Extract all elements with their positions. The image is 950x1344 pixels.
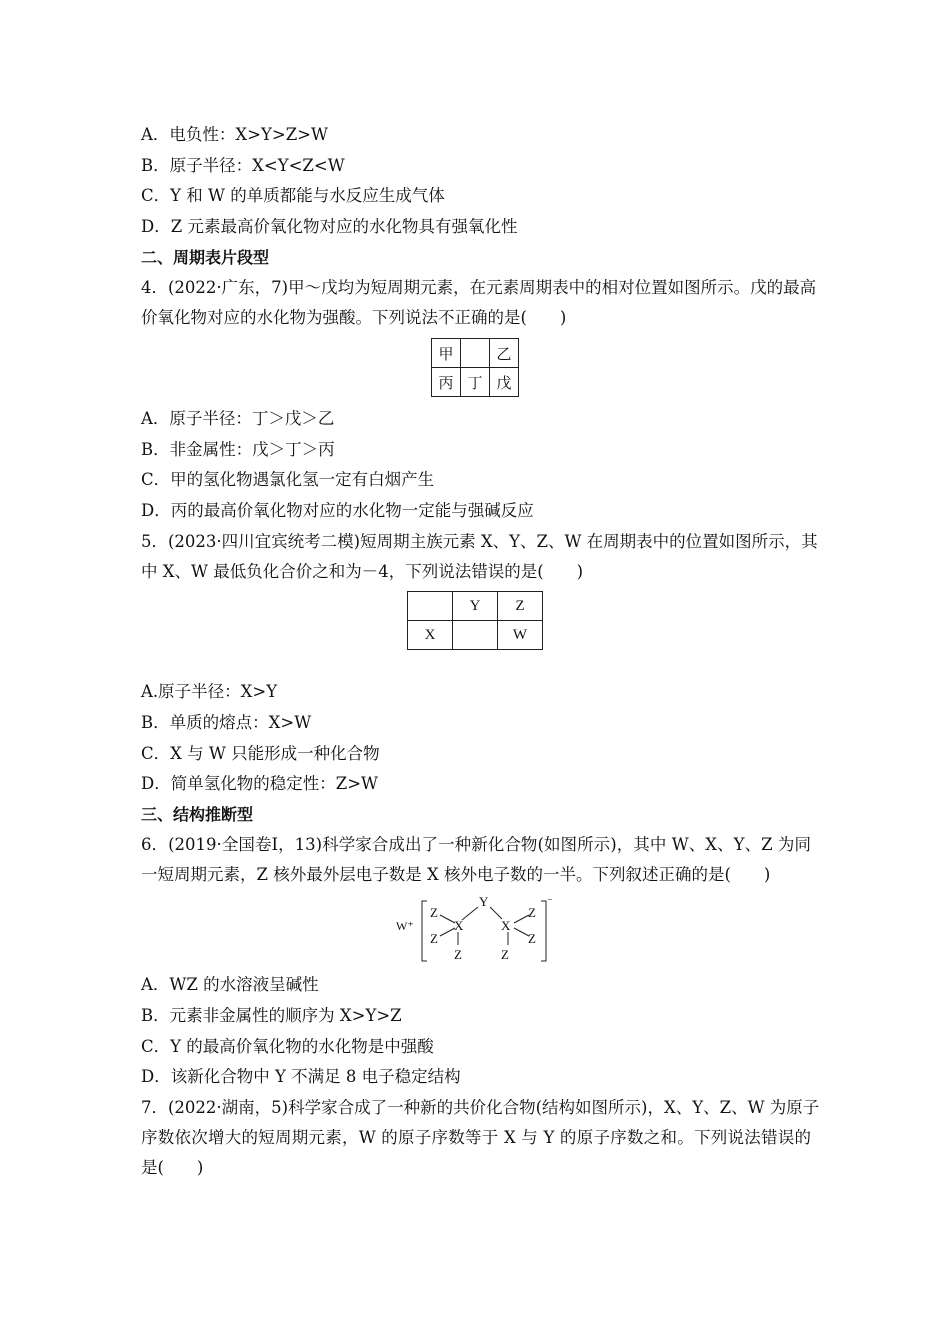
q5-option-a: A.原子半径：X>Y (141, 682, 278, 701)
q3-option-c: C．Y 和 W 的单质都能与水反应生成气体 (141, 186, 445, 205)
q5-stem-line1: 5．(2023·四川宜宾统考二模)短周期主族元素 X、Y、Z、W 在周期表中的位置如图所示，其 (141, 532, 818, 551)
q6-option-c: C．Y 的最高价氧化物的水化物是中强酸 (141, 1037, 434, 1056)
q6-option-a: A．WZ 的水溶液呈碱性 (141, 975, 319, 994)
q7-stem-line2: 序数依次增大的短周期元素，W 的原子序数等于 X 与 Y 的原子序数之和。下列说法错误的 (141, 1128, 811, 1147)
bond-line (514, 915, 529, 923)
atom-z: Z (528, 931, 536, 946)
q4-option-b: B．非金属性：戊＞丁＞丙 (141, 440, 335, 459)
q4-option-d: D．丙的最高价氧化物对应的水化物一定能与强碱反应 (141, 501, 534, 520)
q3-option-d: D．Z 元素最高价氧化物对应的水化物具有强氧化性 (141, 217, 518, 236)
q4-cell: 戊 (490, 368, 519, 397)
q6-option-b: B．元素非金属性的顺序为 X>Y>Z (141, 1006, 402, 1025)
q4-cell: 乙 (490, 339, 519, 368)
q4-option-a: A．原子半径：丁＞戊＞乙 (141, 409, 335, 428)
right-bracket (541, 901, 546, 961)
q4-cell (461, 339, 490, 368)
bond-line (440, 915, 455, 923)
q5-option-d: D．简单氢化物的稳定性：Z>W (141, 774, 378, 793)
q5-stem-line2: 中 X、W 最低负化合价之和为－4，下列说法错误的是( ) (141, 562, 584, 581)
q3-option-a: A．电负性：X>Y>Z>W (141, 125, 328, 144)
q5-cell (408, 592, 453, 621)
bond-line (440, 928, 455, 936)
q5-cell: X (408, 621, 453, 650)
atom-y: Y (479, 894, 489, 909)
q6-structure-diagram (390, 893, 560, 967)
atom-x: X (501, 918, 511, 933)
q5-option-b: B．单质的熔点：X>W (141, 713, 312, 732)
bond-line (514, 928, 529, 936)
q5-option-c: C．X 与 W 只能形成一种化合物 (141, 744, 380, 763)
atom-x: X (454, 918, 464, 933)
q5-cell: Z (498, 592, 543, 621)
q5-cell: Y (453, 592, 498, 621)
q6-option-d: D．该新化合物中 Y 不满足 8 电子稳定结构 (141, 1067, 461, 1086)
q7-stem-line1: 7．(2022·湖南，5)科学家合成了一种新的共价化合物(结构如图所示)，X、Y、Z、W 为原子 (141, 1098, 820, 1117)
q4-stem-line2: 价氧化物对应的水化物为强酸。下列说法不正确的是( ) (141, 308, 567, 327)
q4-cell: 甲 (432, 339, 461, 368)
q4-cell: 丁 (461, 368, 490, 397)
section-title-periodic-table: 二、周期表片段型 (141, 248, 270, 267)
atom-z: Z (454, 947, 462, 962)
q5-periodic-table (407, 591, 543, 650)
anion-charge: ⁻ (547, 896, 553, 908)
atom-z: Z (501, 947, 509, 962)
q6-stem-line1: 6．(2019·全国卷Ⅰ，13)科学家合成出了一种新化合物(如图所示)，其中 W、X、Y、Z 为同 (141, 835, 811, 854)
atom-z: Z (430, 931, 438, 946)
q5-cell: W (498, 621, 543, 650)
q5-cell (453, 621, 498, 650)
q4-periodic-table (431, 338, 519, 397)
left-bracket (422, 901, 427, 961)
q4-option-c: C．甲的氢化物遇氯化氢一定有白烟产生 (141, 470, 435, 489)
section-title-structure: 三、结构推断型 (141, 805, 254, 824)
cation-label: W⁺ (396, 919, 414, 933)
atom-z: Z (528, 905, 536, 920)
q7-stem-line3: 是( ) (141, 1158, 204, 1177)
q6-stem-line2: 一短周期元素，Z 核外最外层电子数是 X 核外电子数的一半。下列叙述正确的是( ) (141, 865, 771, 884)
bond-line (462, 907, 478, 920)
q4-stem-line1: 4．(2022·广东，7)甲～戊均为短周期元素，在元素周期表中的相对位置如图所示。戊的最高 (141, 278, 817, 297)
q3-option-b: B．原子半径：X<Y<Z<W (141, 156, 345, 175)
q4-cell: 丙 (432, 368, 461, 397)
atom-z: Z (430, 905, 438, 920)
